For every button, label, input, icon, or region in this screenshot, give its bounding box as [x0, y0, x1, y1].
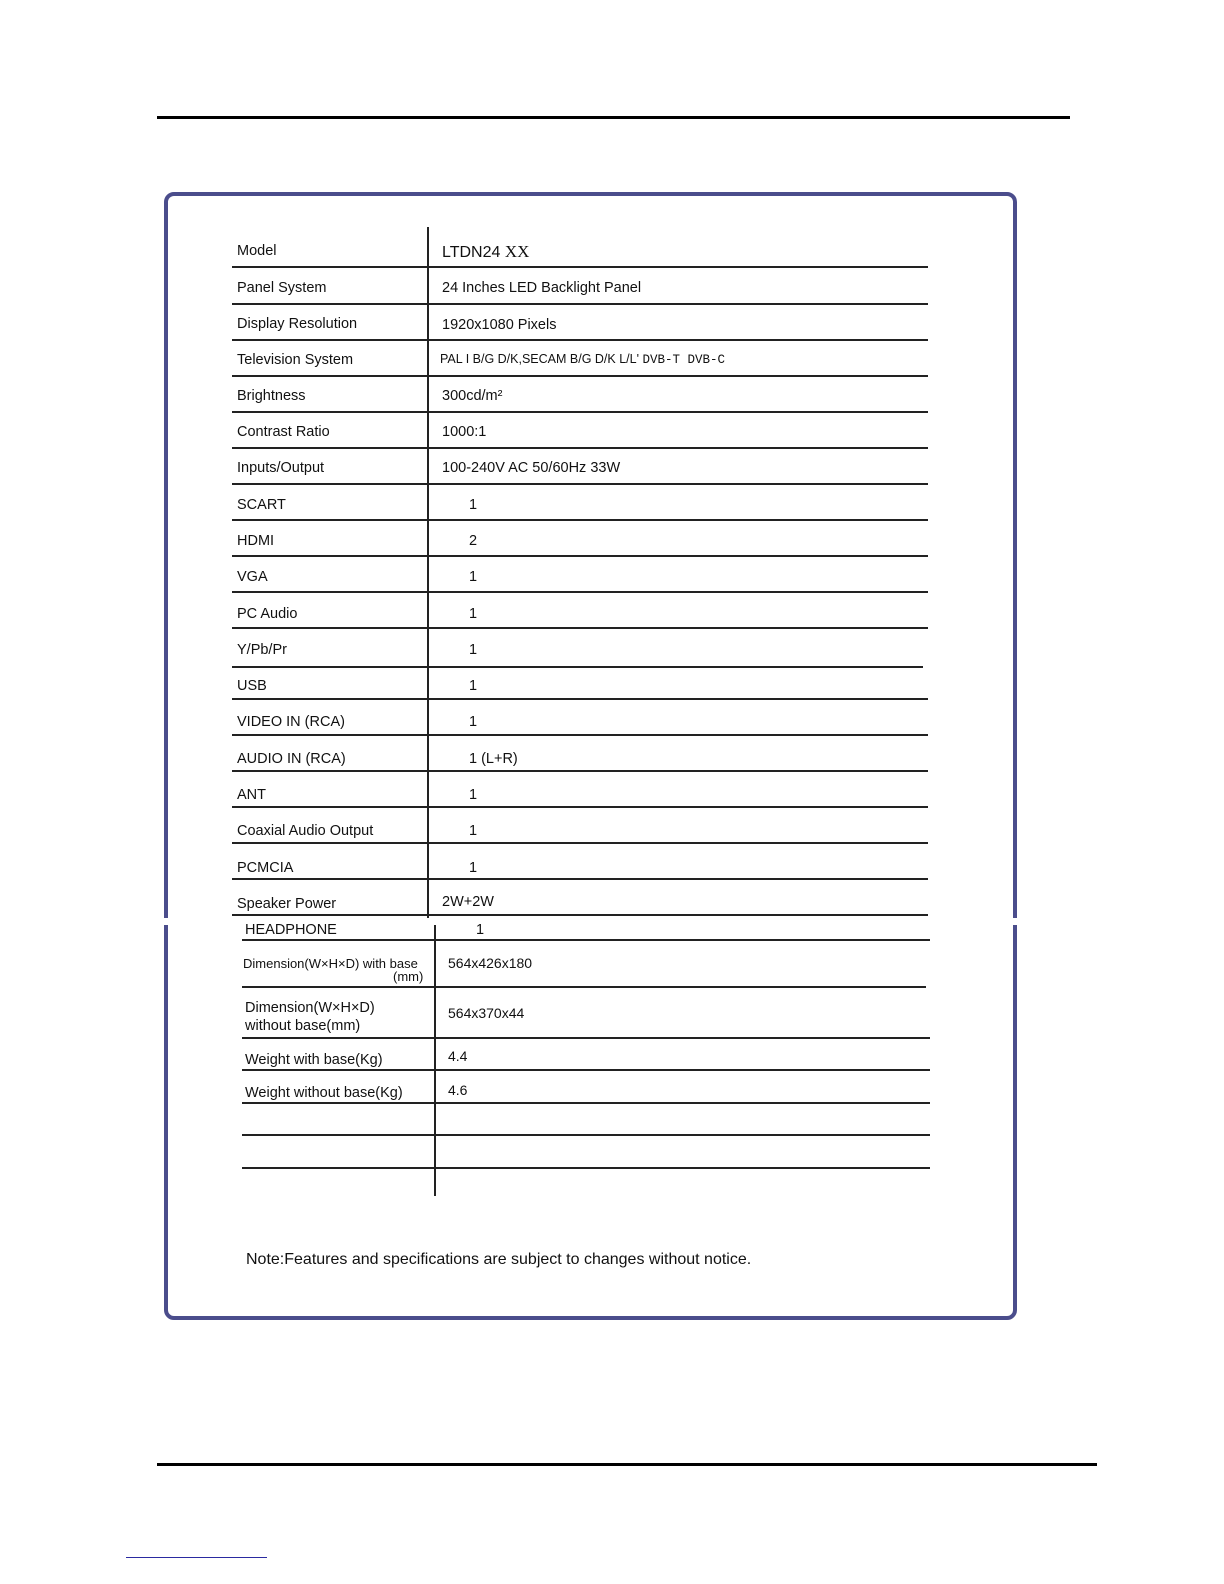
row-rule	[232, 339, 928, 341]
row-rule	[232, 914, 928, 916]
value-vga: 1	[469, 569, 478, 585]
value-speaker-power: 2W+2W	[442, 894, 494, 910]
spec-note: Note:Features and specifications are subject to changes without notice.	[246, 1251, 752, 1268]
label-dimension-without-base: Dimension(W×H×D)	[245, 1000, 375, 1016]
value-display-resolution: 1920x1080 Pixels	[442, 317, 557, 333]
label-speaker-power: Speaker Power	[237, 896, 337, 912]
row-rule	[232, 770, 928, 772]
label-television-system: Television System	[237, 352, 354, 368]
row-rule	[242, 1102, 930, 1104]
row-rule	[232, 266, 928, 268]
label-hdmi: HDMI	[237, 533, 275, 549]
label-inputs-output: Inputs/Output	[237, 460, 325, 476]
label-model: Model	[237, 243, 277, 259]
label-panel-system: Panel System	[237, 280, 327, 296]
row-rule	[242, 939, 930, 941]
row-rule	[232, 806, 928, 808]
label-video-in: VIDEO IN (RCA)	[237, 714, 345, 730]
row-rule	[232, 627, 928, 629]
label-audio-in: AUDIO IN (RCA)	[237, 751, 346, 767]
label-ypbpr: Y/Pb/Pr	[237, 642, 287, 658]
value-audio-in: 1 (L+R)	[469, 751, 518, 767]
label-pc-audio: PC Audio	[237, 606, 298, 622]
value-headphone: 1	[476, 922, 485, 938]
label-vga: VGA	[237, 569, 268, 585]
value-weight-without-base: 4.6	[448, 1082, 468, 1098]
row-rule	[232, 878, 928, 880]
label-weight-with-base: Weight with base(Kg)	[245, 1052, 383, 1068]
row-rule	[232, 447, 928, 449]
row-rule	[232, 734, 928, 736]
row-rule	[242, 1069, 930, 1071]
label-weight-without-base: Weight without base(Kg)	[245, 1085, 403, 1101]
row-rule	[242, 1167, 930, 1169]
label-dimension-without-base-unit: without base(mm)	[245, 1018, 361, 1034]
value-coaxial-audio-output: 1	[469, 823, 478, 839]
row-rule	[232, 483, 928, 485]
row-rule	[232, 303, 928, 305]
row-rule	[232, 519, 928, 521]
label-coaxial-audio-output: Coaxial Audio Output	[237, 823, 374, 839]
value-panel-system: 24 Inches LED Backlight Panel	[442, 280, 642, 296]
value-brightness: 300cd/m²	[442, 388, 503, 404]
value-ant: 1	[469, 787, 478, 803]
value-dimension-without-base: 564x370x44	[448, 1005, 525, 1021]
row-rule	[232, 591, 928, 593]
row-rule	[232, 666, 923, 668]
table-divider-bottom	[434, 925, 436, 1196]
row-rule	[232, 555, 928, 557]
footer-link-underline	[126, 1557, 267, 1558]
value-pc-audio: 1	[469, 606, 478, 622]
value-contrast-ratio: 1000:1	[442, 424, 487, 440]
row-rule	[232, 411, 928, 413]
label-ant: ANT	[237, 787, 266, 803]
value-scart: 1	[469, 497, 478, 513]
value-weight-with-base: 4.4	[448, 1048, 468, 1064]
label-contrast-ratio: Contrast Ratio	[237, 424, 330, 440]
label-dimension-with-base: Dimension(W×H×D) with base	[243, 956, 418, 971]
label-usb: USB	[237, 678, 267, 694]
row-rule	[242, 1134, 930, 1136]
label-headphone: HEADPHONE	[245, 922, 337, 938]
value-pcmcia: 1	[469, 860, 478, 876]
row-rule	[232, 698, 928, 700]
label-brightness: Brightness	[237, 388, 306, 404]
value-hdmi: 2	[469, 533, 478, 549]
value-video-in: 1	[469, 714, 478, 730]
row-rule	[232, 375, 928, 377]
row-rule	[232, 842, 928, 844]
value-ypbpr: 1	[469, 642, 478, 658]
label-scart: SCART	[237, 497, 286, 513]
row-rule	[242, 1037, 930, 1039]
row-rule	[242, 986, 926, 988]
value-model: LTDN24 XX	[442, 242, 530, 261]
value-dimension-with-base: 564x426x180	[448, 955, 533, 971]
label-pcmcia: PCMCIA	[237, 860, 294, 876]
value-television-system: PAL I B/G D/K,SECAM B/G D/K L/L' DVB-T DVB-C	[440, 352, 725, 367]
label-dimension-with-base-unit: (mm)	[393, 969, 424, 984]
value-usb: 1	[469, 678, 478, 694]
table-divider-top	[427, 227, 429, 918]
value-inputs-output: 100-240V AC 50/60Hz 33W	[442, 460, 621, 476]
footer-rule	[157, 1463, 1097, 1466]
header-rule	[157, 116, 1070, 119]
label-display-resolution: Display Resolution	[237, 316, 358, 332]
